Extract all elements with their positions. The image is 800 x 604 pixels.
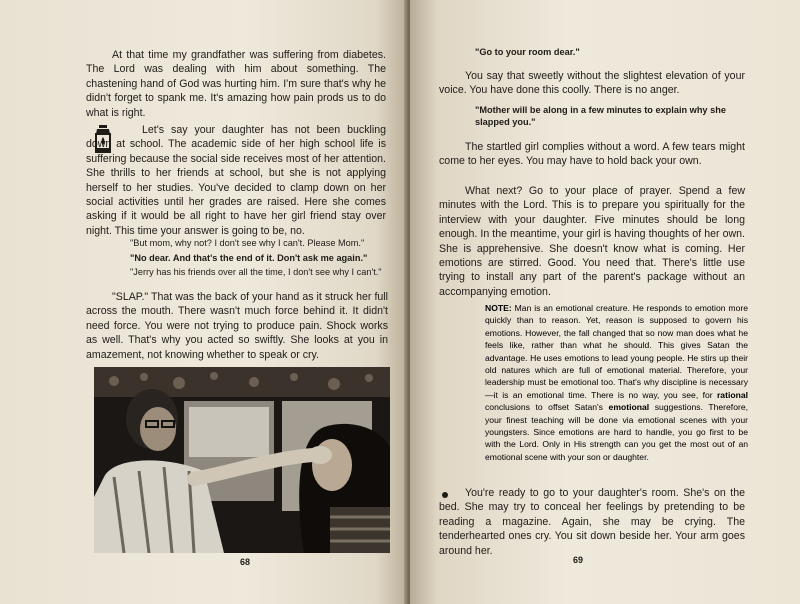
right-para-4: You're ready to go to your daughter's room. She's on the bed. She may try to conceal her feelings by pretending to be reading a magazine. Again, she may be crying. The tenderhearted ones cry. You sit down beside her. Your arm goes around her. <box>439 487 745 557</box>
note-text-c: conclusions to offset Satan's <box>485 402 603 413</box>
right-dialog-2: "Mother will be along in a few minutes to explain why she slapped you." <box>475 105 726 127</box>
mother-daughter-photo <box>94 367 390 553</box>
left-dialog-2: "No dear. And that's the end of it. Don't ask me again." <box>130 253 368 263</box>
left-dialog-3: "Jerry has his friends over all the time, I don't see why I can't." <box>130 267 382 277</box>
note-text-d: suggestions. Therefore, your finest teaching will be done via emotional scenes with your youngsters. Since emotions are hard to handle, you go first to be with the Lord. Only in His strength can you get the most out of an emotional scene with your son or daughter. <box>485 402 748 462</box>
note-block <box>485 302 748 463</box>
page-number-left: 68 <box>240 557 251 567</box>
note-label: NOTE: <box>485 303 512 313</box>
left-para-1: At that time my grandfather was suffering from diabetes. The Lord was dealing with him about something. The chastening hand of God was hurting him. I'm sure that's why he didn't forget to spank me. It's amazing how pain prods us to do what is right. <box>86 49 386 119</box>
note-text-a: Man is an emotional creature. He responds to emotion more quickly than to reason. Yet, reason is supposed to govern his emotions. However, the fall changed that so now man does what he feels like, rather than what he should. This gives Satan the advantage. He uses emotions to lead young people. He stirs up their old natures which are full of emotional material. Therefore, your leadership must be emotional too. That's why discipline is necessary—it is an emotional time. There is no way, you see, for <box>485 303 749 400</box>
left-dialog-1: "But mom, why not? I don't see why I can't. Please Mom." <box>130 238 365 248</box>
right-para-1: You say that sweetly without the slightest elevation of your voice. You have done this coolly. There is no anger. <box>439 70 745 97</box>
left-para-2: Let's say your daughter has not been buckling down at school. The academic side of her high school life is suffering because the social side receives most of her attention. She thrills to her friends at school, but she is not applying herself to her studies. You've decided to clamp down on her social activities until her grades are raised. Here she comes asking if it would be all right to have her girl friend stay over night. This time your answer is going to be, no. <box>86 124 386 237</box>
right-para-3: What next? Go to your place of prayer. Spend a few minutes with the Lord. This is to prepare you spiritually for the interview with your daughter. Five minutes should be long enough. In the meantime, your girl is having thoughts of her own. She is apprehensive. She doesn't know what is coming. Her emotions are stirred. Good. You need that. There's little use trying to install any part of the parent's package without an accompanying emotion. <box>439 185 745 298</box>
note-text-rational: rational <box>716 389 748 400</box>
left-para-3: "SLAP." That was the back of your hand as it struck her full across the mouth. There wasn't much force behind it. It didn't need force. You were not trying to produce pain. Shock works as well. That's why you acted so swiftly. She looks at you in amazement, not knowing whether to speak or cry. <box>86 291 388 361</box>
right-dialog-1: "Go to your room dear." <box>475 47 580 57</box>
note-text-emotional: emotional <box>608 402 650 413</box>
page-number-right: 69 <box>573 555 584 565</box>
right-para-2: The startled girl complies without a word. A few tears might come to her eyes. You may have to hold back your own. <box>439 141 745 168</box>
